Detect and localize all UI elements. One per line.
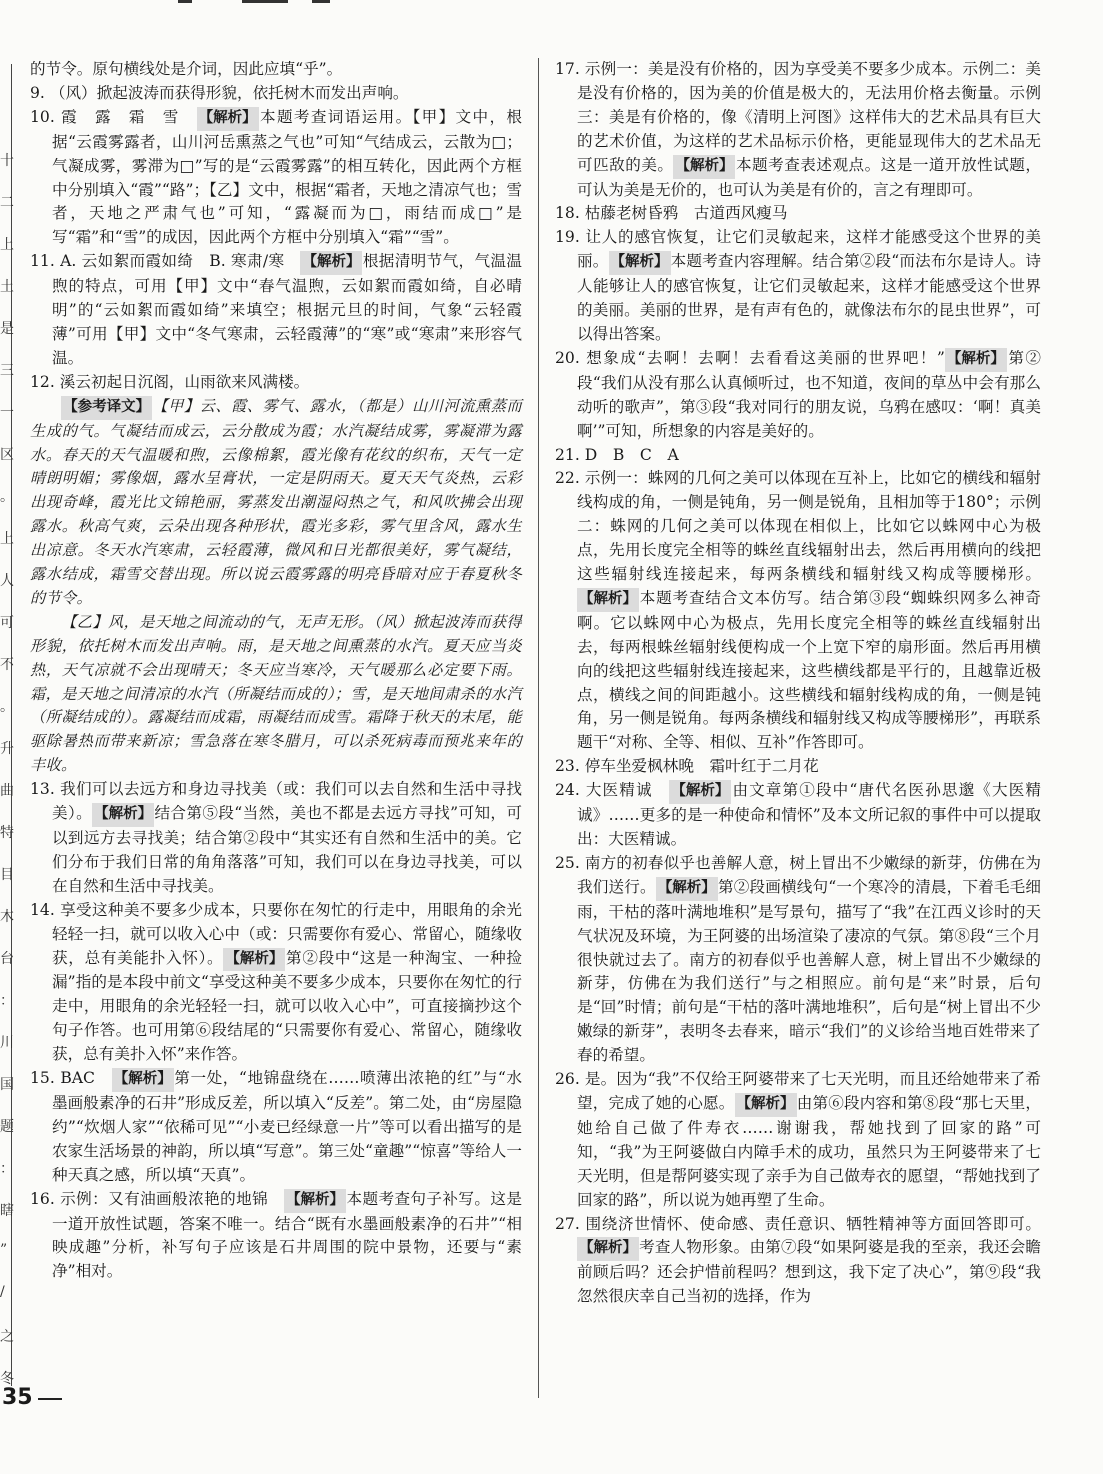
margin-glyph: 瞎 <box>0 1203 14 1219</box>
answer-item <box>30 58 522 82</box>
margin-glyph: 不 <box>0 657 14 673</box>
answer-item <box>555 779 1041 852</box>
page-number-rule <box>38 1398 62 1400</box>
analysis-tag: 【解析】 <box>735 1093 797 1117</box>
answer-text: 让人的感官恢复，让它们灵敏起来，这样才能感受这个世界的美丽。 <box>577 228 1041 271</box>
margin-glyph: 土 <box>0 279 14 295</box>
answer-text: BAC <box>60 1069 112 1088</box>
answer-text: 大医精诚 <box>585 781 670 800</box>
margin-glyph: 。 <box>0 489 14 505</box>
answer-item <box>30 371 522 395</box>
question-number: 16. <box>30 1189 61 1208</box>
margin-glyph: 特 <box>0 825 14 841</box>
margin-glyph: ： <box>0 1161 14 1177</box>
analysis-text: 本题考查词语运用。【甲】文中，根据“云霞雾露者，山川河岳熏蒸之气也”可知“气结成云，云散为□；气凝成雾，雾滞为□”写的是“云霞雾露”的相互转化，因此两个方框中分别填入“霞”“路”；【乙】文中，根据“霜者，天地之清凉气也；雪者，天地之严肃气也”可知，“露凝而为□，雨结而成□”是写“霜”和“雪”的成因，因此两个方框中分别填入“霜”“雪”。 <box>52 107 522 247</box>
margin-glyph: 曲 <box>0 783 14 799</box>
answer-item <box>555 1068 1041 1212</box>
answer-item <box>555 347 1041 444</box>
margin-glyph: ” <box>0 1242 8 1258</box>
question-number: 11. <box>30 252 61 271</box>
margin-glyph: 人 <box>0 573 14 589</box>
answer-column-left <box>30 58 522 1284</box>
answer-item <box>30 106 522 250</box>
answer-text: （风）掀起波涛而获得形貌，依托树木而发出声响。 <box>49 83 409 102</box>
answer-text: 示例一：美是没有价格的，因为享受美不要多少成本。示例二：美是没有价格的，因为美的价值是极大的，无法用价格去衡量。示例三：美是有价格的，像《清明上河图》这样伟大的艺术品具有巨大的艺术价值，为这样的艺术品标示价格，更能显现伟大的艺术品无可匹敌的美。 <box>577 60 1041 174</box>
answer-item <box>30 1067 522 1188</box>
analysis-text: 第一处，“地锦盘绕在……喷薄出浓艳的红”与“水墨画般素净的石井”形成反差，所以填入“反差”。第二处，由“房屋隐约”“炊烟人家”“依稀可见”“小麦已经绿意一片”等可以看出描写的是农家生活场景的神韵，所以填“写意”。第三处“童趣”“惊喜”等给人一种天真之感，所以填“天真”。 <box>52 1069 522 1184</box>
answer-text: D B C A <box>584 445 679 464</box>
margin-glyph: 目 <box>0 867 14 883</box>
analysis-text: 根据清明节气，气温温煦的特点，可用【甲】文中“春气温煦，云如絮而霞如绮，自必晴明”的“云如絮而霞如绮”来填空；根据元旦的时间，气象“云轻霞薄”可用【甲】文中“冬气寒肃，云轻霞薄”的“寒”或“寒肃”来形容气温。 <box>52 252 522 367</box>
answer-column-right <box>555 58 1041 1309</box>
translation-text: 【乙】风，是天地之间流动的气，无声无形。（风）掀起波涛而获得形貌，依托树木而发出声响。雨，是天地之间熏蒸的水汽。夏天应当炎热，天气凉就不会出现晴天；冬天应当寒冷，天气暖那么必定要下雨。霜，是天地之间清凉的水汽（所凝结而成的）；雪，是天地间肃杀的水汽（所凝结成的）。露凝结而成霜，雨凝结而成雪。霜降于秋天的末尾，能驱除暑热而带来新凉；雪急落在寒冬腊月，可以杀死病毒而预兆来年的丰收。 <box>30 612 522 775</box>
margin-glyph: 三 <box>0 363 14 379</box>
answer-text: 的节令。原句横线处是介词，因此应填“乎”。 <box>30 60 343 78</box>
question-number: 12. <box>30 372 60 391</box>
answer-text: 我们可以去远方和身边寻找美（或：我们可以去自然和生活中寻找美）。 <box>52 780 522 823</box>
question-number: 20. <box>555 348 587 367</box>
analysis-text: 第②段画横线句“一个寒冷的清晨，下着毛毛细雨，干枯的落叶满地堆积”是写景句，描写了“我”在江西义诊时的天气状况及环境，为王阿婆的出场渲染了凄凉的气氛。第⑧段“三个月很快就过去了。南方的初春似乎也善解人意，树上冒出不少嫩绿的新芽，仿佛在为我们送行”与之相照应。前句是“来”时景，后句是“回”时情；前句是“干枯的落叶满地堆积”，后句是“树上冒出不少嫩绿的新芽”，表明冬去春来，暗示“我们”的义诊给当地百姓带来了春的希望。 <box>577 877 1041 1065</box>
analysis-tag: 【解析】 <box>577 1237 639 1261</box>
margin-glyph: ： <box>0 993 14 1009</box>
analysis-tag: 【解析】 <box>673 155 735 179</box>
margin-glyph: 二 <box>0 195 14 211</box>
analysis-tag: 【解析】 <box>112 1068 174 1092</box>
answer-item <box>30 1188 522 1285</box>
analysis-text: 由第⑥段内容和第⑧段“那七天里，她给自己做了件寿衣……谢谢我，帮她找到了回家的路”可知，“我”为王阿婆做白内障手术的成功，虽然只为王阿婆带来了七天光明，但是帮阿婆实现了亲手为自己做寿衣的愿望，“帮她找到了回家的路”，所以说为她再塑了生命。 <box>577 1093 1041 1209</box>
answer-text: 示例一：蛛网的几何之美可以体现在互补上，比如它的横线和辐射线构成的角，一侧是钝角，另一侧是锐角，且相加等于180°；示例二：蛛网的几何之美可以体现在相似上，比如它以蛛网中心为极点，先用长度完全相等的蛛丝直线辐射出去，然后再用横向的线把这些辐射线连接起来，每两条横线和辐射线又构成等腰梯形。 <box>577 469 1041 584</box>
margin-glyph: 木 <box>0 909 14 925</box>
answer-text: 霞 露 霜 雪 <box>61 107 197 126</box>
question-number: 27. <box>555 1214 586 1233</box>
answer-item <box>555 58 1041 202</box>
margin-glyph: 冬 <box>0 1371 14 1387</box>
analysis-tag: 【解析】 <box>92 803 154 827</box>
left-edge-rule <box>11 64 12 1386</box>
answer-text: 南方的初春似乎也善解人意，树上冒出不少嫩绿的新芽，仿佛在为我们送行。 <box>577 853 1041 896</box>
question-number: 9. <box>30 83 50 102</box>
question-number: 18. <box>555 204 585 223</box>
question-number: 14. <box>30 900 61 919</box>
analysis-tag: 【解析】 <box>656 877 718 901</box>
translation-text: 【甲】云、霞、雾气、露水，（都是）山川河流熏蒸而生成的气。气凝结而成云，云分散成为霞；水汽凝结成雾，雾凝滞为露水。春天的天气温暖和煦，云像棉絮，霞光像有花纹的织布，天气一定晴朗明媚；雾像烟，露水呈膏状，一定是阴雨天。夏天天气炎热，云彩出现奇峰，霞光比文锦艳丽，雾蒸发出潮湿闷热之气，和风吹拂会出现露水。秋高气爽，云朵出现各种形状，霞光多彩，雾气里含风，露水生出凉意。冬天水汽寒肃，云轻霞薄，微风和日光都很美好，雾气凝结，露水结成，霜雪交替出现。所以说云霞雾露的明亮昏暗对应于春夏秋冬的节令。 <box>30 396 522 607</box>
answer-item <box>555 226 1041 347</box>
question-number: 24. <box>555 781 586 800</box>
margin-glyph: 台 <box>0 951 14 967</box>
analysis-text: 结合第⑤段“当然，美也不都是去远方寻找”可知，可以到远方去寻找美；结合第②段中“其实还有自然和生活中的美。它们分布于我们日常的角角落落”可知，我们可以在身边寻找美，可以在自然和生活中寻找美。 <box>52 804 522 895</box>
answer-item <box>30 395 522 611</box>
scan-mark <box>312 0 330 3</box>
scan-mark <box>178 0 192 3</box>
question-number: 19. <box>555 228 586 247</box>
answer-item <box>30 82 522 106</box>
margin-glyph: 区 <box>0 447 14 463</box>
answer-text: 围绕济世情怀、使命感、责任意识、牺牲精神等方面回答即可。 <box>585 1214 1041 1233</box>
analysis-text: 本题考查表述观点。这是一道开放性试题，可认为美是无价的，也可认为美是有价的，言之有理即可。 <box>577 155 1041 199</box>
answer-item <box>30 899 522 1067</box>
answer-text: 停车坐爱枫林晚 霜叶红于二月花 <box>584 757 819 776</box>
question-number: 26. <box>555 1070 585 1089</box>
column-divider <box>538 58 539 1398</box>
margin-glyph: 国 <box>0 1077 14 1093</box>
answer-item <box>555 444 1041 468</box>
analysis-text: 由文章第①段中“唐代名医孙思邈《大医精诚》……更多的是一种使命和情怀”及本文所记叙的事件中可以提取出：大医精诚。 <box>577 781 1041 848</box>
answer-text: 示例：又有油画般浓艳的地锦 <box>60 1189 285 1208</box>
analysis-text: 考查人物形象。由第⑦段“如果阿婆是我的至亲，我还会瞻前顾后吗？还会护惜前程吗？想到这，我下定了决心”，第⑨段“我忽然很庆幸自己当初的选择，作为 <box>577 1238 1041 1306</box>
question-number: 21. <box>555 445 585 464</box>
analysis-tag: 【解析】 <box>197 107 259 131</box>
margin-glyph: 上 <box>0 531 14 547</box>
analysis-text: 第②段“我们从没有那么认真倾听过，也不知道，夜间的草丛中会有那么动听的歌声”，第③段“我对同行的朋友说，乌鸦在感叹：‘啊！真美啊’”可知，所想象的内容是美好的。 <box>577 348 1041 440</box>
analysis-text: 本题考查句子补写。这是一道开放性试题，答案不唯一。结合“既有水墨画般素净的石井”“相映成趣”分析，补写句子应该是石井周围的院中景物，还要与“素净”相对。 <box>52 1189 522 1281</box>
margin-glyph: 。 <box>0 699 14 715</box>
margin-glyph: 十 <box>0 153 14 169</box>
margin-glyph: 川 <box>0 1035 14 1051</box>
analysis-tag: 【解析】 <box>300 251 362 275</box>
question-number: 13. <box>30 780 61 799</box>
analysis-tag: 【解析】 <box>223 948 285 972</box>
margin-glyph: 一 <box>0 405 14 421</box>
analysis-tag: 【解析】 <box>284 1189 346 1213</box>
question-number: 15. <box>30 1069 61 1088</box>
answer-item <box>30 778 522 899</box>
translation-tag: 【参考译文】 <box>61 396 152 420</box>
answer-item <box>555 755 1041 779</box>
analysis-tag: 【解析】 <box>945 348 1007 372</box>
margin-glyph: 升 <box>0 741 14 757</box>
analysis-tag: 【解析】 <box>609 251 671 275</box>
answer-item <box>555 1213 1041 1310</box>
answer-item <box>30 250 522 371</box>
answer-text: 溪云初起日沉阁，山雨欲来风满楼。 <box>59 372 310 391</box>
answer-item <box>555 202 1041 226</box>
margin-glyph: 是 <box>0 321 14 337</box>
analysis-text: 本题考查内容理解。结合第②段“而法布尔是诗人。诗人能够让人的感官恢复，让它们灵敏起来，这样才能感受这个世界的美丽。美丽的世界，是有声有色的，就像法布尔的昆虫世界”，可以得出答案。 <box>577 252 1041 343</box>
question-number: 10. <box>30 107 62 126</box>
analysis-text: 本题考查结合文本仿写。结合第③段“蜘蛛织网多么神奇啊。它以蛛网中心为极点，先用长度完全相等的蛛丝直线辐射出去，每两根蛛丝辐射线便构成一个上宽下窄的扇形面。然后再用横向的线把这些辐射线连接起来，这些横线都是平行的，且越靠近极点，横线之间的间距越小。这些横线和辐射线构成的角，一侧是钝角，另一侧是锐角。每两条横线和辐射线又构成等腰梯形”，再联系题干“对称、全等、相似、互补”作答即可。 <box>577 588 1041 752</box>
answer-item <box>555 467 1041 755</box>
answer-text: 是。因为“我”不仅给王阿婆带来了七天光明，而且还给她带来了希望，完成了她的心愿。 <box>577 1070 1041 1112</box>
answer-item <box>30 611 522 778</box>
analysis-text: 第②段中“这是一种淘宝、一种捡漏”指的是本段中前文“享受这种美不要多少成本，只要你在匆忙的行走中，用眼角的余光轻轻一扫，就可以收入心中”，可直接摘抄这个句子作答。也可用第⑥段结尾的“只需要你有爱心、常留心，随缘收获，总有美扑入怀”来作答。 <box>52 948 522 1064</box>
analysis-tag: 【解析】 <box>577 588 639 612</box>
margin-glyph: 可 <box>0 615 14 631</box>
question-number: 17. <box>555 60 585 78</box>
scan-mark <box>242 0 288 3</box>
margin-glyph: / <box>0 1284 5 1300</box>
answer-text: 想象成“去啊！去啊！去看看这美丽的世界吧！” <box>586 348 945 367</box>
question-number: 22. <box>555 469 585 488</box>
question-number: 25. <box>555 853 585 872</box>
margin-glyph: 之 <box>0 1329 14 1345</box>
page-number: 35 <box>2 1385 33 1410</box>
answer-item <box>555 852 1041 1068</box>
answer-text: A. 云如絮而霞如绮 B. 寒肃/寒 <box>60 252 301 271</box>
answer-text: 享受这种美不要多少成本，只要你在匆忙的行走中，用眼角的余光轻轻一扫，就可以收入心中（或：只需要你有爱心、常留心，随缘收获，总有美能扑入怀）。 <box>52 900 522 967</box>
margin-glyph: 上 <box>0 237 14 253</box>
question-number: 23. <box>555 757 585 776</box>
answer-text: 枯藤老树昏鸦 古道西风瘦马 <box>584 204 788 223</box>
analysis-tag: 【解析】 <box>669 780 731 804</box>
margin-glyph: 题 <box>0 1119 14 1135</box>
